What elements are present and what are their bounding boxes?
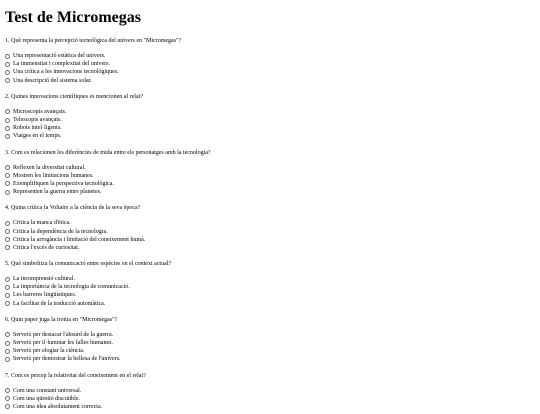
- question-2: [5, 93, 535, 141]
- answer-option[interactable]: [5, 164, 535, 172]
- option-label: Critica la manca d'ètica.: [13, 220, 71, 227]
- option-label: Representen la guerra entre planetes.: [13, 189, 102, 196]
- answer-option[interactable]: [5, 172, 535, 180]
- radio-button-icon[interactable]: [5, 181, 10, 186]
- answer-option[interactable]: [5, 132, 535, 140]
- answer-option[interactable]: [5, 180, 535, 188]
- option-label: Critica la arrogància i limitació del coneixement humà.: [13, 236, 146, 243]
- option-label: Com una idea absolutament correcta.: [13, 403, 103, 410]
- option-label: Serveix per demostrar la bellesa de l'univers.: [13, 356, 121, 363]
- radio-button-icon[interactable]: [5, 396, 10, 401]
- option-label: La incomprensió cultural.: [13, 276, 75, 283]
- answer-option[interactable]: [5, 291, 535, 299]
- answer-option[interactable]: [5, 188, 535, 196]
- answer-option[interactable]: [5, 355, 535, 363]
- radio-button-icon[interactable]: [5, 221, 10, 226]
- option-label: Critica la dependència de la tecnologia.: [13, 228, 108, 235]
- option-label: Critica l'excés de curiositat.: [13, 244, 80, 251]
- question-6: [5, 316, 535, 364]
- radio-button-icon[interactable]: [5, 54, 10, 59]
- answer-option[interactable]: [5, 219, 535, 227]
- option-label: La importància de la tecnologia de comunicació.: [13, 284, 130, 291]
- radio-button-icon[interactable]: [5, 109, 10, 114]
- radio-button-icon[interactable]: [5, 237, 10, 242]
- radio-button-icon[interactable]: [5, 126, 10, 131]
- option-label: Serveix per destacar l'absurd de la guerra.: [13, 331, 114, 338]
- answer-option[interactable]: [5, 387, 535, 395]
- answer-option[interactable]: [5, 331, 535, 339]
- option-label: Viatges en el temps.: [13, 133, 62, 140]
- option-label: Una crítica a les innovacions tecnològiques.: [13, 69, 119, 76]
- answer-option[interactable]: [5, 283, 535, 291]
- radio-button-icon[interactable]: [5, 388, 10, 393]
- option-label: Serveix per il·luminar les falles humanes.: [13, 340, 113, 347]
- answer-option[interactable]: [5, 68, 535, 76]
- answer-option[interactable]: [5, 116, 535, 124]
- radio-button-icon[interactable]: [5, 165, 10, 170]
- option-label: Exemplifiquen la perspectiva tecnològica.: [13, 180, 114, 187]
- radio-button-icon[interactable]: [5, 349, 10, 354]
- answer-option[interactable]: [5, 227, 535, 235]
- answer-option[interactable]: [5, 60, 535, 68]
- question-text: 2. Quines innovacions científiques es mencionen al relat?: [5, 93, 143, 100]
- answer-option[interactable]: [5, 339, 535, 347]
- radio-button-icon[interactable]: [5, 70, 10, 75]
- answer-option[interactable]: [5, 77, 535, 85]
- question-text: 5. Què simbolitza la comunicació entre espècies en el context actual?: [5, 261, 172, 267]
- option-label: Robots intel·ligents.: [13, 125, 62, 132]
- radio-button-icon[interactable]: [5, 229, 10, 234]
- radio-button-icon[interactable]: [5, 277, 10, 282]
- radio-button-icon[interactable]: [5, 118, 10, 123]
- answer-option[interactable]: [5, 52, 535, 60]
- page-title: Test de Micromegas: [5, 9, 141, 26]
- option-label: Reflexen la diversitat cultural.: [13, 164, 86, 171]
- question-4: [5, 204, 535, 252]
- option-label: Com una qüestió discutible.: [13, 395, 80, 402]
- question-7: [5, 372, 535, 412]
- radio-button-icon[interactable]: [5, 78, 10, 83]
- answer-option[interactable]: [5, 403, 535, 411]
- option-label: Mostren les limitacions humanes.: [13, 172, 94, 179]
- option-label: La facilitat de la traducció automàtica.: [13, 300, 106, 307]
- answer-option[interactable]: [5, 244, 535, 252]
- radio-button-icon[interactable]: [5, 357, 10, 362]
- question-3: [5, 149, 535, 197]
- question-text: 7. Com es percep la relativitat del coneixement en el relat?: [5, 372, 146, 379]
- answer-option[interactable]: [5, 347, 535, 355]
- radio-button-icon[interactable]: [5, 301, 10, 306]
- answer-option[interactable]: [5, 300, 535, 308]
- answer-option[interactable]: [5, 124, 535, 132]
- answer-option[interactable]: [5, 275, 535, 283]
- option-label: Microscopis avançats.: [13, 108, 67, 115]
- question-text: 3. Com es relacionen les diferències de mida entre els personatges amb la tecnologia?: [5, 149, 211, 156]
- question-text: 1. Què representa la percepció tecnològica del univers en "Micromegas"?: [5, 38, 182, 44]
- option-label: La immensitat i complexitat del univers.: [13, 61, 110, 68]
- option-label: Una representació estàtica del univers.: [13, 53, 106, 60]
- radio-button-icon[interactable]: [5, 190, 10, 195]
- question-5: [5, 260, 535, 308]
- radio-button-icon[interactable]: [5, 134, 10, 139]
- radio-button-icon[interactable]: [5, 285, 10, 290]
- option-label: Telescopis avançats.: [13, 117, 62, 124]
- radio-button-icon[interactable]: [5, 62, 10, 67]
- question-text: 6. Quin paper juga la ironia en "Micromegas"?: [5, 316, 118, 323]
- option-label: Com una constant universal.: [13, 387, 82, 394]
- quiz-page: [0, 9, 540, 411]
- radio-button-icon[interactable]: [5, 341, 10, 346]
- radio-button-icon[interactable]: [5, 293, 10, 298]
- option-label: Una descripció del sistema solar.: [13, 77, 92, 84]
- answer-option[interactable]: [5, 108, 535, 116]
- question-text: 4. Quina crítica fa Voltaire a la ciència de la seva època?: [5, 205, 141, 212]
- radio-button-icon[interactable]: [5, 404, 10, 409]
- answer-option[interactable]: [5, 236, 535, 244]
- answer-option[interactable]: [5, 395, 535, 403]
- question-1: [5, 37, 535, 85]
- radio-button-icon[interactable]: [5, 332, 10, 337]
- option-label: Serveix per elogiar la ciència.: [13, 348, 85, 355]
- option-label: Les barreres lingüístiques.: [13, 292, 77, 299]
- radio-button-icon[interactable]: [5, 245, 10, 250]
- radio-button-icon[interactable]: [5, 173, 10, 178]
